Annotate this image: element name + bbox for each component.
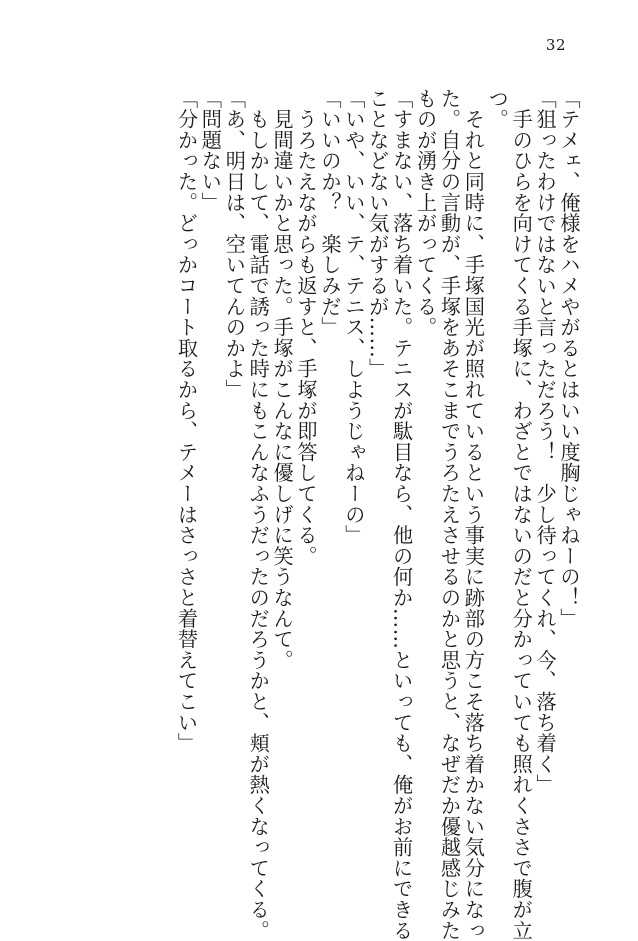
text-line: ことなどない気がするが……」 (365, 88, 390, 380)
text-line: うろたえながらも返すと、手塚が即答してくる。 (294, 88, 319, 567)
text-line: もしかして、電話で誘った時にもこんなふうだったのだろうかと、頬が熱くなってくる。 (246, 88, 271, 941)
text-line: つ。 (485, 88, 510, 130)
text-line: ものが湧き上がってくる。 (413, 88, 438, 338)
text-line: 「いいのか？ 楽しみだ」 (317, 88, 342, 338)
text-line: 「狙ったわけではないと言っただろう！ 少し待ってくれ、今、落ち着く」 (533, 88, 558, 796)
text-line: 「あ、明日は、空いてんのかよ」 (222, 88, 247, 400)
vertical-text-body (174, 88, 581, 941)
text-line: た。自分の言動が、手塚をあそこまでうろたえさせるのかと思うと、なぜだか優越感じみた (437, 88, 462, 941)
text-line: 「問題ない」 (198, 88, 223, 213)
text-line: 「分かった。どっかコート取るから、テメーはさっさと着替えてこい」 (174, 88, 199, 754)
text-line: 「テメェ、俺様をハメやがるとはいい度胸じゃねーの！」 (557, 88, 581, 629)
text-line: 見間違いかと思った。手塚がこんなに優しげに笑うなんて。 (270, 88, 295, 671)
text-line: それと同時に、手塚国光が照れているという事実に跡部の方こそ落ち着かない気分になっ (461, 88, 486, 941)
text-line: 「いや、いい、テ、テニス、しようじゃねーの」 (341, 88, 366, 546)
text-line: 「すまない、落ち着いた。テニスが駄目なら、他の何か……といっても、俺がお前にできる (389, 88, 414, 941)
text-line: 手のひらを向けてくる手塚に、わざとではないのだと分かっていても照れくささで腹が立 (509, 88, 534, 941)
page-number: 32 (545, 36, 566, 54)
